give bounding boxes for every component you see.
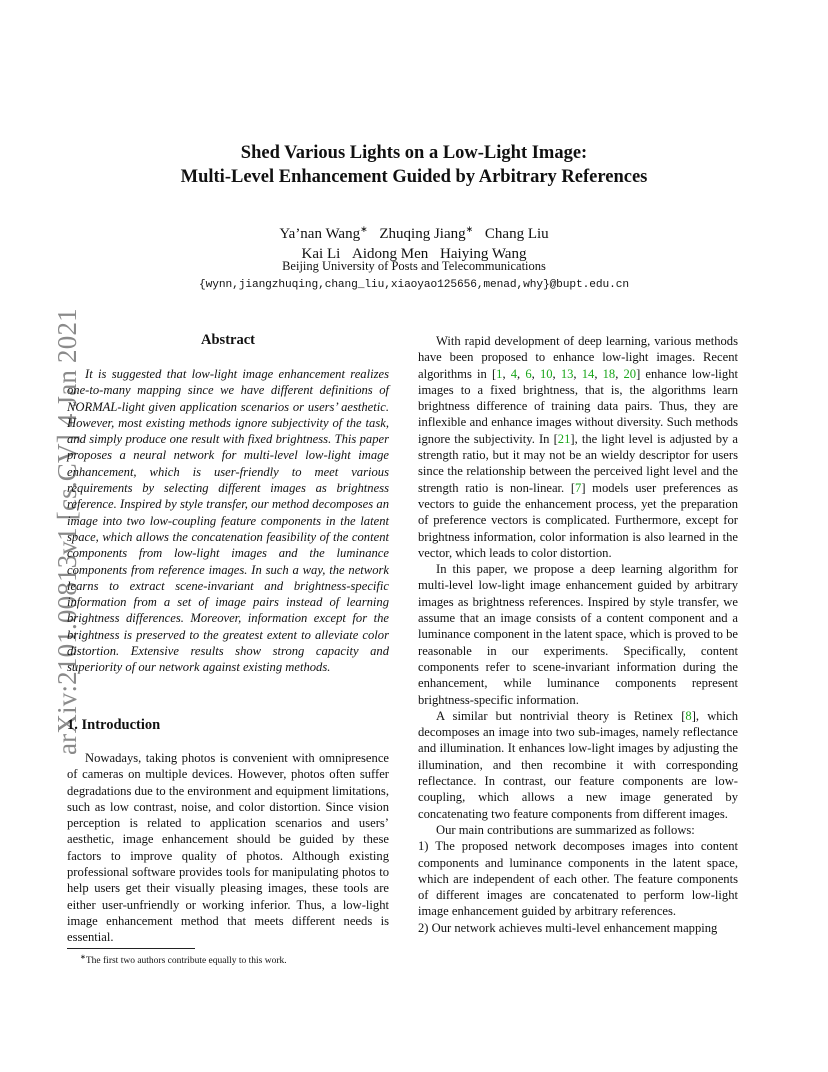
section-heading-introduction: 1. Introduction xyxy=(67,717,161,733)
abstract-body xyxy=(67,366,389,676)
abstract-heading: Abstract xyxy=(201,332,255,348)
citation-link[interactable]: 6 xyxy=(525,366,532,381)
citation-link[interactable]: 7 xyxy=(575,480,582,495)
citation-link[interactable]: 21 xyxy=(557,431,571,446)
paragraph: With rapid development of deep learning, various methods have been proposed to enhance low-light images. Recent algorithms in [1, 4, 6, 10, 13, 14, 18, 20] enhance low-light images to a fixed brightness, that is, the algorithms learn brightness difference of training data pairs. Thus, they are inflexible and enhance images without diversity. Such methods ignore the subjectivity. In [21], the light level is adjusted by a strength ratio, but it may not be an wieldy descriptor for users since the relationship between the perceived light level and the strength ratio is non-linear. [7] models user preferences as vectors to guide the enhancement process, yet the preparation of preference vectors is complicated. Furthermore, except for brightness information, color information is also learned in the vector, which leads to color distortion. xyxy=(418,334,739,560)
contribution-item: 2) Our network achieves multi-level enhancement mapping xyxy=(418,920,718,935)
affiliation: Beijing University of Posts and Telecommunications xyxy=(282,259,546,273)
arxiv-identifier: arXiv:2101.00813v1 [cs.CV] 4 Jan 2021 xyxy=(52,308,82,755)
paragraph: A similar but nontrivial theory is Retinex [8], which decomposes an image into two sub-images, namely reflectance and illumination. It enhances low-light images by adjusting the illumination, and then recombine it with corresponding reflectance. In contrast, our feature components are low-coupling, which allows a new image generated by concatenating two feature components from different images. xyxy=(418,708,738,821)
footnote: ∗The first two authors contribute equally to this work. xyxy=(80,953,287,967)
abstract-text: It is suggested that low-light image enhancement realizes one-to-many mapping since we have different definitions of NORMAL-light given application scenarios or users’ aesthetic. However, most existing methods ignore subjectivity of the task, and simply produce one result with fixed brightness. This paper proposes a neural network for multi-level low-light image enhancement, which is user-friendly to meet various requirements by selecting different images as brightness reference. Inspired by style transfer, our method decomposes an image into two low-coupling feature components in the latent space, which allows the concatenation feasibility of the content components from low-light images and the luminance components from reference images. In such a way, the network learns to extract scene-invariant and brightness-specific information from a set of image pairs instead of learning brightness differences. Moreover, information except for the brightness is preserved to the greatest extent to alleviate color distortion. Extensive results show strong capacity and superiority of our network against existing methods. xyxy=(67,367,389,675)
author-row-1 xyxy=(0,219,828,244)
citation-link[interactable]: 20 xyxy=(623,366,637,381)
author: Zhuqing Jiang∗ xyxy=(379,224,474,242)
paper-title xyxy=(0,141,828,189)
citation-link[interactable]: 1 xyxy=(496,366,503,381)
citation-link[interactable]: 13 xyxy=(560,366,574,381)
arxiv-stamp xyxy=(14,295,82,755)
citation-link[interactable]: 10 xyxy=(539,366,553,381)
title-line-2: Multi-Level Enhancement Guided by Arbitrary References xyxy=(180,167,648,187)
author: Chang Liu xyxy=(484,226,549,242)
author-emails: {wynn,jiangzhuqing,chang_liu,xiaoyao125656,menad,why}@bupt.edu.cn xyxy=(199,279,629,291)
author: Aidong Men xyxy=(352,246,429,262)
right-column xyxy=(418,333,738,936)
citation-link[interactable]: 18 xyxy=(602,366,616,381)
author: Ya’nan Wang∗ xyxy=(279,224,368,242)
footnote-rule xyxy=(67,948,195,949)
title-line-1: Shed Various Lights on a Low-Light Image: xyxy=(240,143,588,163)
author-block xyxy=(0,219,828,264)
citation-link[interactable]: 4 xyxy=(510,366,518,381)
paragraph: Our main contributions are summarized as follows: xyxy=(436,822,695,837)
contribution-item: 1) The proposed network decomposes images into content components and luminance components in the latent space, which are independent of each other. The feature components of different images are concatenated to perform low-light image enhancement guided by arbitrary references. xyxy=(418,839,738,919)
paragraph: In this paper, we propose a deep learning algorithm for multi-level low-light image enhancement guided by arbitrary images as brightness references. Inspired by style transfer, we assume that an image consists of a content component and a luminance component in the latent space, which is proved to be reasonable in our experiments. Specifically, content components refer to scene-invariant information during the enhancement, while luminance components represent brightness-specific information. xyxy=(418,562,738,707)
citation-link[interactable]: 14 xyxy=(581,366,595,381)
author: Kai Li xyxy=(301,246,341,262)
paragraph: Nowadays, taking photos is convenient with omnipresence of cameras on multiple devices. However, photos often suffer degradations due to the environment and equipment limitations, such as low contrast, noise, and color distortion. Since vision perception is related to application scenarios and users’ aesthetic, image enhancement should be guided by these factors to improve quality of photos. Although existing professional software provides tools for manipulating photos to help users get their visually pleasing images, these tools are either user-unfriendly or working inferior. Thus, a low-light image enhancement method that meets different needs is essential. xyxy=(67,751,389,945)
author: Haiying Wang xyxy=(440,246,527,262)
citation-link[interactable]: 8 xyxy=(685,708,692,723)
introduction-body xyxy=(67,750,389,946)
